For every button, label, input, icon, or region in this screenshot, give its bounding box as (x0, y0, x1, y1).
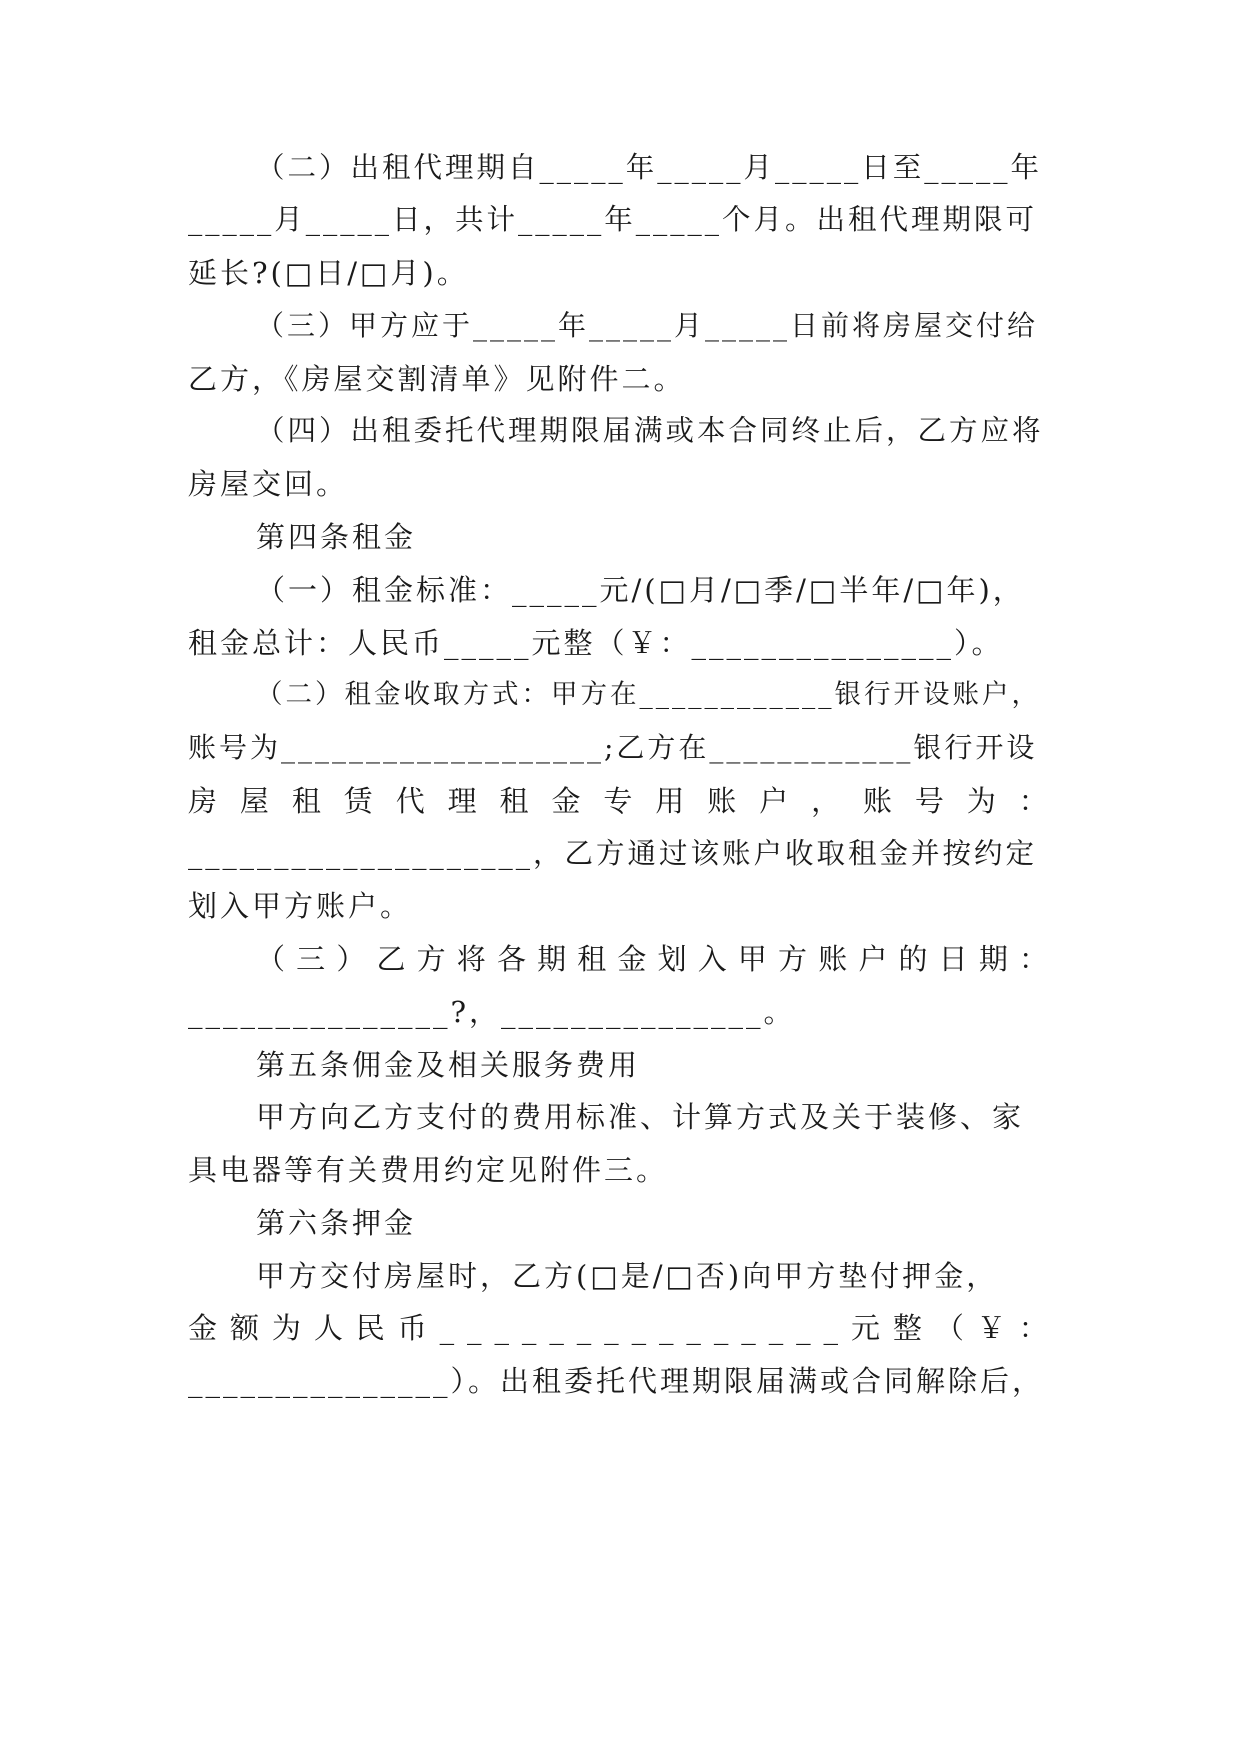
text-line-6: （四）出租委托代理期限届满或本合同终止后，乙方应将 (256, 414, 1044, 447)
text-line-1: （二）出租代理期自_____年_____月_____日至_____年 (256, 151, 1043, 184)
text-line-5: 乙方，《房屋交割清单》见附件二。 (188, 362, 686, 396)
text-line-13: 房 屋 租 赁 代 理 租 金 专 用 账 户 ， 账 号 为 ： (188, 784, 1048, 818)
text-line-16: （ 三 ） 乙 方 将 各 期 租 金 划 入 甲 方 账 户 的 日 期 ： (256, 942, 1048, 976)
text-line-3: 延长?(□日/□月)。 (188, 256, 469, 290)
section-heading-rent: 第四条租金 (256, 520, 417, 554)
section-heading-commission: 第五条佣金及相关服务费用 (256, 1048, 641, 1082)
text-line-2: _____月_____日，共计_____年_____个月。出租代理期限可 (188, 203, 1038, 236)
text-line-19: 甲方向乙方支付的费用标准、计算方式及关于装修、家 (256, 1100, 1025, 1134)
text-line-12: 账号为___________________;乙方在____________银行开设 (188, 731, 1038, 764)
text-line-9: （一）租金标准：_____元/(□月/□季/□半年/□年)， (256, 573, 1025, 607)
text-line-15: 划入甲方账户。 (188, 889, 413, 923)
text-line-10: 租金总计：人民币_____元整（￥：_______________）。 (188, 626, 1004, 660)
text-line-14: ____________________，乙方通过该账户收取租金并按约定 (188, 837, 1038, 870)
section-heading-deposit: 第六条押金 (256, 1206, 417, 1240)
text-line-11: （二）租金收取方式：甲方在____________银行开设账户， (256, 679, 1041, 710)
text-line-17: _______________?，_______________。 (188, 995, 796, 1029)
text-line-23: 金 额 为 人 民 币 _ _ _ _ _ _ _ _ _ _ _ _ _ _ _ 元 整 （ ￥ ： (188, 1311, 1048, 1345)
text-line-22: 甲方交付房屋时，乙方(□是/□否)向甲方垫付押金， (256, 1259, 999, 1293)
text-line-4: （三）甲方应于_____年_____月_____日前将房屋交付给 (256, 309, 1039, 342)
text-line-7: 房屋交回。 (188, 467, 349, 501)
text-line-24: _______________）。出租委托代理期限届满或合同解除后， (188, 1364, 1045, 1398)
text-line-20: 具电器等有关费用约定见附件三。 (188, 1153, 669, 1187)
